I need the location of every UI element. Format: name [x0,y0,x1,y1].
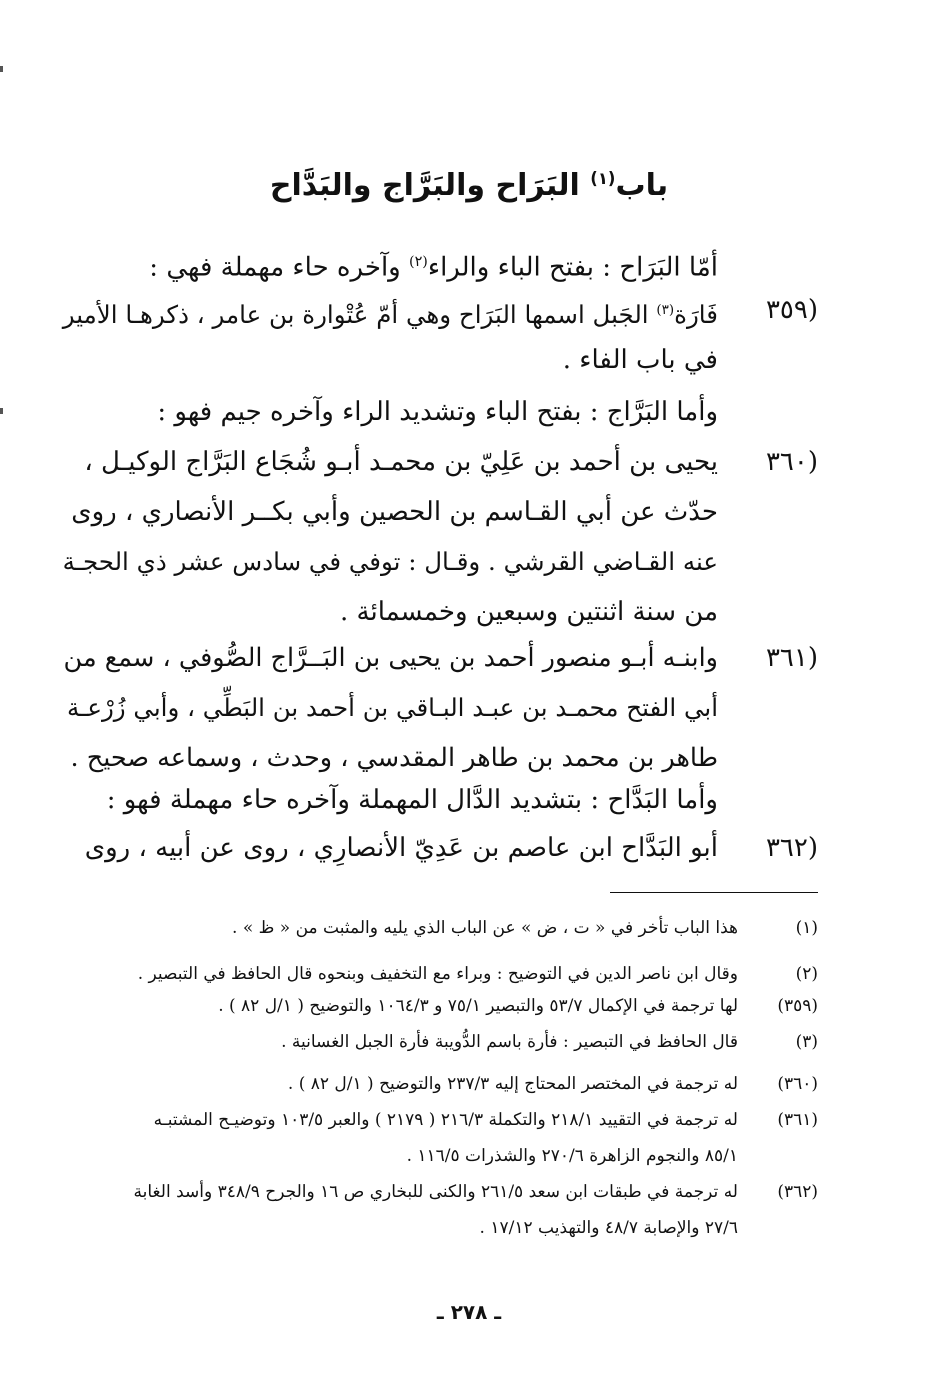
footnote-2: وقال ابن ناصر الدين في التوضيح : وبراء مع التخفيف وبنحوه قال الحافظ في التبصير . [137,964,738,984]
intro-barah-text-b: وآخره حاء مهملة فهي : [149,252,409,283]
entry-360-line-1: يحيى بن أحمد بن عَلِيّ بن محمـد أبـو شُجَاع البَرَّاج الوكيـل ، [84,447,718,477]
footnote-362-line-1: له ترجمة في طبقات ابن سعد ٢٦١/٥ والكنى للبخاري ص ١٦ والجرح ٣٤٨/٩ وأسد الغابة [133,1182,738,1202]
footnote-separator [610,892,818,893]
page-number: ـ ٢٧٨ ـ [436,1300,502,1324]
footnote-number-3: (٣) [795,1032,818,1052]
footnote-359: لها ترجمة في الإكمال ٥٣/٧ والتبصير ٧٥/١ و ١٠٦٤/٣ والتوضيح ( ١/ل ٨٢ ) . [218,996,738,1016]
entry-360-line-3: عنه القـاضي القرشي . وقـال : توفي في سادس عشر ذي الحجـة [62,547,718,576]
entry-359-word: فَارَة [674,300,718,330]
footnote-360: له ترجمة في المختصر المحتاج إليه ٢٣٧/٣ والتوضيح ( ١/ل ٨٢ ) . [287,1074,738,1094]
entry-number-359: (٣٥٩ [765,295,818,325]
entry-360-line-4: من سنة اثنتين وسبعين وخمسمائة . [339,597,718,627]
entry-number-360: (٣٦٠ [765,447,818,477]
entry-360-line-2: حدّث عن أبي القـاسم بن الحصين وأبي بكــر الأنصاري ، روى [71,497,718,527]
footnote-1: هذا الباب تأخر في « ت ، ض » عن الباب الذي يليه والمثبت من « ظ » . [232,918,738,938]
entry-359-text: الجَبل اسمها البَرَاح وهي أمّ عُتْوارة بن عامر ، ذكرهـا الأمير [62,300,657,330]
footnote-362-line-2: ٢٧/٦ والإصابة ٤٨/٧ والتهذيب ١٧/١٢ . [479,1218,738,1238]
footnote-361-line-1: له ترجمة في التقييد ٢١٨/١ والتكملة ٢١٦/٣ ( ٢١٧٩ ) والعبر ١٠٣/٥ وتوضيـح المشتبـه [153,1110,738,1130]
scan-edge-mark [0,408,3,414]
footnote-number-1: (١) [795,918,818,938]
entry-361-line-2: أبي الفتح محمـد بن عبـد البـاقي بن أحمد بن البَطِّي ، وأبي زُرْعـة [67,693,718,722]
heading-title: البَرَاح والبَرَّاج والبَدَّاح [269,168,591,203]
footnote-3: قال الحافظ في التبصير : فأرة باسم الدُّويبة فأرة الجبل الغسانية . [281,1032,738,1052]
footnote-ref-2: (٢) [409,254,428,270]
chapter-heading [0,168,938,203]
intro-barah-text-a: أمّا البَرَاح : بفتح الباء والراء [427,252,718,283]
entry-361-line-3: طاهر بن محمد بن طاهر المقدسي ، وحدث ، وسماعه صحيح . [70,743,718,773]
footnote-number-2: (٢) [795,964,818,984]
heading-footnote-ref: (١) [590,169,616,188]
intro-barah [149,242,718,288]
intro-barraj: وأما البَرَّاج : بفتح الباء وتشديد الراء وآخره جيم فهو : [157,397,718,427]
entry-number-362: (٣٦٢ [765,833,818,863]
entry-362-line-1: أبو البَدَّاح ابن عاصم بن عَدِيّ الأنصارِي ، روى عن أبيه ، روى [84,833,718,863]
footnote-number-361: (٣٦١) [777,1110,818,1130]
footnote-number-362: (٣٦٢) [777,1182,818,1202]
footnote-number-360: (٣٦٠) [777,1074,818,1094]
entry-359-line-2: في باب الفاء . [562,345,718,375]
scan-edge-mark [0,66,3,72]
intro-baddah: وأما البَدَّاح : بتشديد الدَّال المهملة وآخره حاء مهملة فهو : [106,785,718,815]
footnote-number-359: (٣٥٩) [777,996,818,1016]
footnote-ref-3: (٣) [656,302,675,318]
entry-number-361: (٣٦١ [765,643,818,673]
heading-text: باب [615,168,669,203]
entry-359-line-1 [63,290,718,335]
footnote-361-line-2: ٨٥/١ والنجوم الزاهرة ٢٧٠/٦ والشذرات ١١٦/٥ . [406,1146,738,1166]
entry-361-line-1: وابنـه أبـو منصور أحمد بن يحيى بن البَــرَّاج الصُّوفي ، سمع من [63,643,718,673]
